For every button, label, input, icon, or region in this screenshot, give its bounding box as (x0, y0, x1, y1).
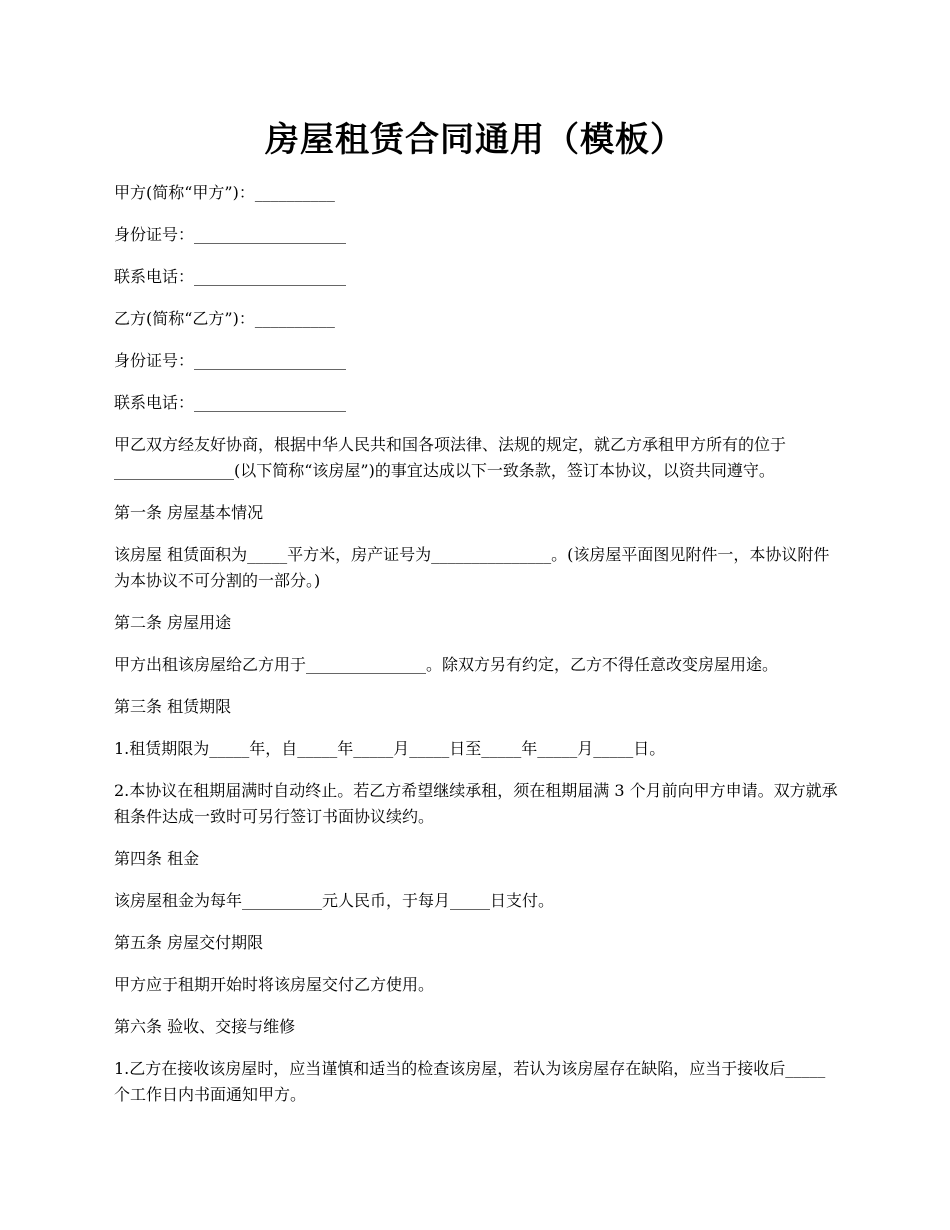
party-b-phone: 联系电话：___________________ (114, 393, 347, 412)
article-4-heading: 第四条 租金 (114, 849, 200, 868)
article-1-heading: 第一条 房屋基本情况 (114, 503, 264, 522)
party-a-id-number: 身份证号：___________________ (114, 225, 347, 244)
party-b-name: 乙方(简称“乙方”)：__________ (114, 309, 335, 328)
preamble-paragraph: 甲乙双方经友好协商，根据中华人民共和国各项法律、法规的规定，就乙方承租甲方所有的位于_______________(以下简称“该房屋”)的事宜达成以下一致条款，签订本协议，以资共同遵守。 (114, 435, 787, 480)
document-body (114, 180, 840, 1124)
article-3-heading: 第三条 租赁期限 (114, 697, 232, 716)
article-5-heading: 第五条 房屋交付期限 (114, 933, 264, 952)
document-title: 房屋租赁合同通用（模板） (265, 120, 685, 160)
article-6-heading: 第六条 验收、交接与维修 (114, 1017, 296, 1036)
article-6-clause-1: 1.乙方在接收该房屋时，应当谨慎和适当的检查该房屋，若认为该房屋存在缺陷，应当于接收后_____个工作日内书面通知甲方。 (114, 1059, 826, 1104)
party-b-id-number: 身份证号：___________________ (114, 351, 347, 370)
article-3-clause-2: 2.本协议在租期届满时自动终止。若乙方希望继续承租，须在租期届满 3 个月前向甲方申请。双方就承租条件达成一致时可另行签订书面协议续约。 (114, 781, 838, 826)
article-5-body: 甲方应于租期开始时将该房屋交付乙方使用。 (114, 975, 435, 994)
article-2-body: 甲方出租该房屋给乙方用于_______________。除双方另有约定，乙方不得任意改变房屋用途。 (114, 655, 779, 674)
party-a-name: 甲方(简称“甲方”)：__________ (114, 183, 335, 202)
article-1-body: 该房屋 租赁面积为_____平方米，房产证号为_______________。(该房屋平面图见附件一，本协议附件为本协议不可分割的一部分。) (114, 545, 830, 590)
article-4-body: 该房屋租金为每年__________元人民币，于每月_____日支付。 (114, 891, 555, 910)
article-3-clause-1: 1.租赁期限为_____年，自_____年_____月_____日至_____年_____月_____日。 (114, 739, 666, 758)
party-a-phone: 联系电话：___________________ (114, 267, 347, 286)
article-2-heading: 第二条 房屋用途 (114, 613, 232, 632)
